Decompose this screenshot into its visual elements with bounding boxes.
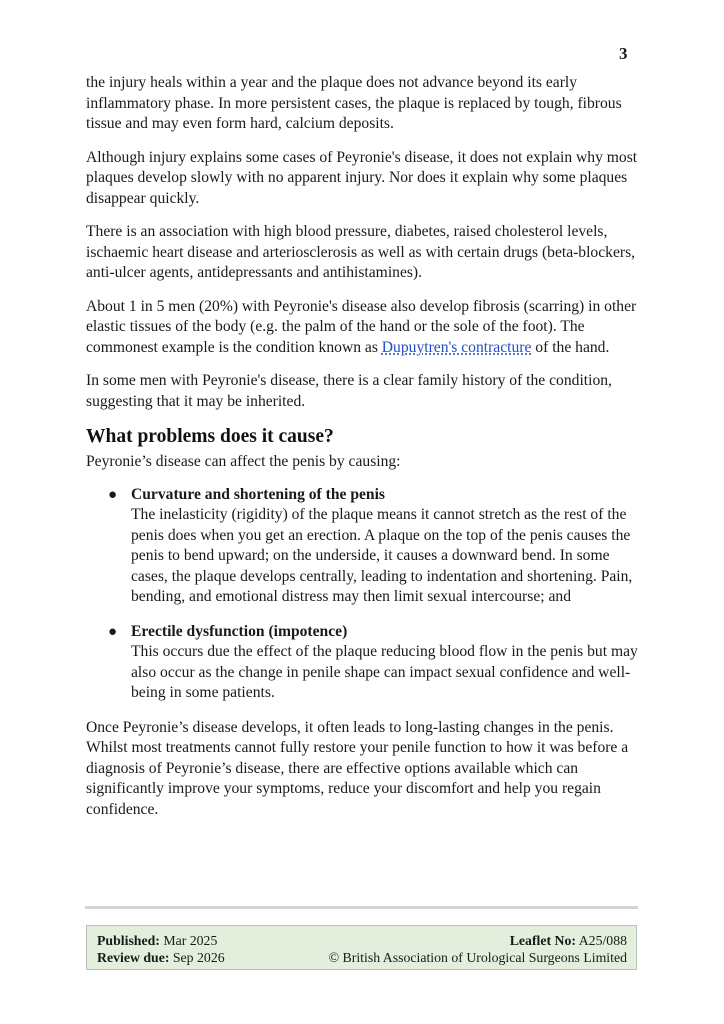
paragraph-injury-healing: the injury heals within a year and the plaque does not advance beyond its early inflammatory phase. In more persistent cases, the plaque is replaced by tough, fibrous tissue and may even form hard, calcium deposits.: [86, 74, 622, 132]
fibrosis-text-end: of the hand.: [531, 338, 610, 356]
footer-box: [86, 925, 637, 970]
leaflet-label: Leaflet No:: [509, 933, 577, 948]
dupuytren-link[interactable]: Dupuytren's contracture: [381, 338, 532, 356]
bullet-icon: ●: [108, 623, 118, 640]
list-item-title: Erectile dysfunction (impotence): [131, 622, 348, 640]
footer-dates: [97, 932, 225, 966]
footer-divider: [85, 906, 638, 909]
list-item-body: The inelasticity (rigidity) of the plaque means it cannot stretch as the rest of the penis does when you get an erection. A plaque on the top of the penis causes the penis to bend upward; on the underside, it causes a downward bend. In some cases, the plaque develops centrally, leading to indentation and shortening. Pain, bending, and emotional distress may then limit sexual intercourse; and: [131, 506, 633, 605]
leaflet-line: [329, 932, 627, 949]
page-number: 3: [619, 44, 628, 63]
list-item: [86, 622, 638, 704]
review-value: Sep 2026: [169, 950, 225, 965]
fibrosis-text: About 1 in 5 men (20%) with Peyronie's disease also develop fibrosis (scarring) in other elastic tissues of the body (e.g. the palm of the hand or the sole of the foot). The commonest example is the condition known as: [86, 297, 637, 356]
published-line: [97, 932, 225, 949]
list-item-title: Curvature and shortening of the penis: [131, 485, 385, 503]
published-label: Published:: [97, 933, 160, 948]
document-body: [86, 73, 638, 833]
list-item-body: This occurs due the effect of the plaque reducing blood flow in the penis but may also occur as the change in penile shape can impact sexual confidence and well-being in some patients.: [131, 643, 638, 701]
published-value: Mar 2025: [159, 933, 218, 948]
paragraph-injury-explanation: Although injury explains some cases of Peyronie's disease, it does not explain why most plaques develop slowly with no apparent injury. Nor does it explain why some plaques disappear quickly.: [86, 148, 638, 207]
paragraph-fibrosis: [86, 297, 638, 359]
leaflet-value: A25/088: [576, 933, 627, 948]
paragraph-family-history: In some men with Peyronie's disease, there is a clear family history of the condition, suggesting that it may be inherited.: [86, 372, 612, 410]
bullet-icon: ●: [108, 486, 118, 503]
list-item: [86, 485, 638, 608]
section-intro: Peyronie’s disease can affect the penis by causing:: [86, 453, 401, 470]
footer-leaflet-info: [329, 932, 627, 966]
closing-paragraph: Once Peyronie’s disease develops, it often leads to long-lasting changes in the penis. Whilst most treatments cannot fully restore your penile function to how it was before a diagnosis of Peyronie’s disease, there are effective options available which can significantly improve your symptoms, reduce your discomfort and help you regain confidence.: [86, 718, 629, 818]
copyright-line: © British Association of Urological Surgeons Limited: [328, 950, 627, 965]
problems-list: [86, 485, 638, 704]
review-line: [97, 949, 225, 966]
paragraph-associations: There is an association with high blood pressure, diabetes, raised cholesterol levels, ischaemic heart disease and arteriosclerosis as well as with certain drugs (beta-blockers, anti-ulcer agents, antidepressants and antihistamines).: [86, 223, 636, 281]
review-label: Review due:: [97, 950, 170, 965]
section-heading: What problems does it cause?: [86, 426, 334, 447]
